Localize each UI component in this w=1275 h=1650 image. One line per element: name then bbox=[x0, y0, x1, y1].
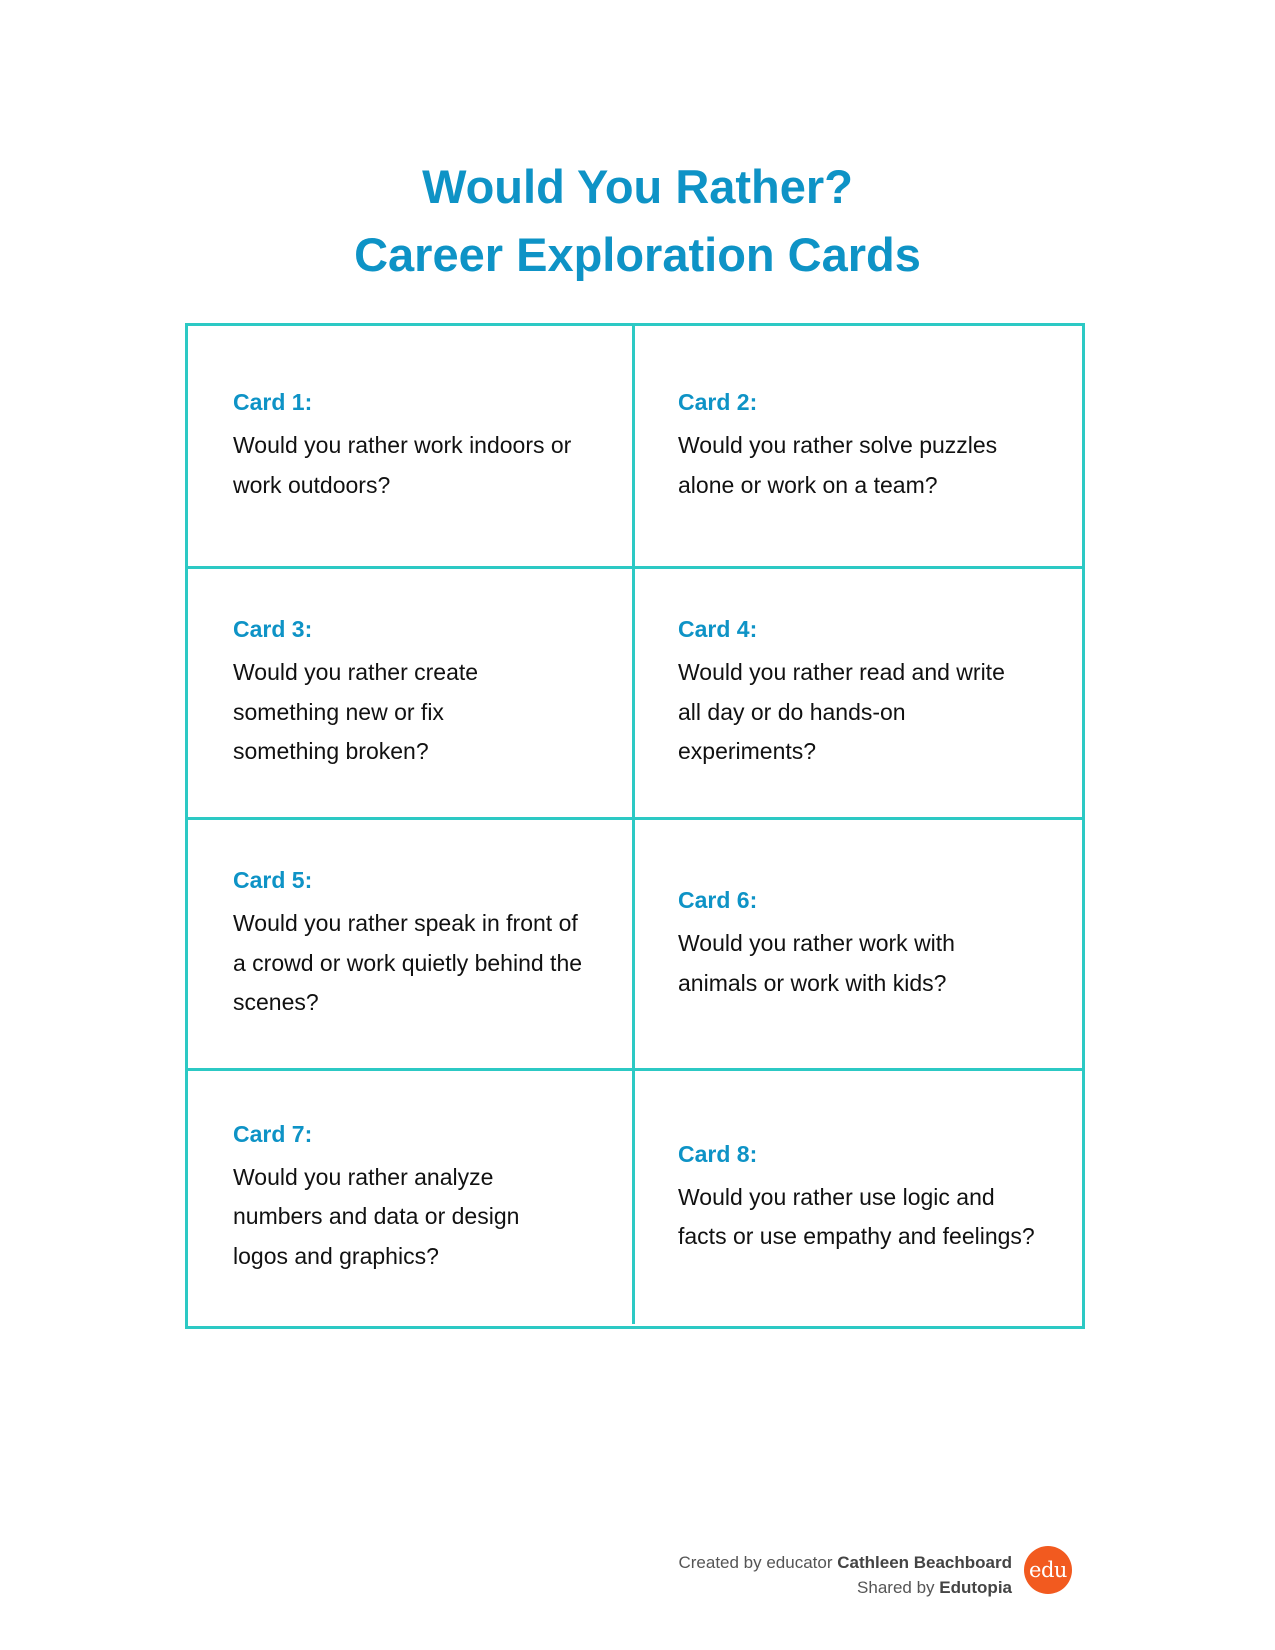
cards-grid bbox=[185, 323, 1085, 1329]
card-question: Would you rather create something new or fix something broken? bbox=[233, 659, 479, 765]
card-question: Would you rather speak in front of a crowd or work quietly behind the scenes? bbox=[233, 910, 583, 1016]
card-question: Would you rather read and write all day or do hands-on experiments? bbox=[678, 659, 1005, 765]
shared-credit bbox=[678, 1575, 1012, 1600]
card-question: Would you rather work with animals or work with kids? bbox=[678, 930, 955, 996]
card-label: Card 1: bbox=[233, 389, 313, 415]
card-question: Would you rather work indoors or work outdoors? bbox=[233, 432, 572, 498]
card-1 bbox=[188, 326, 635, 569]
creator-credit bbox=[678, 1550, 1012, 1575]
card-label: Card 8: bbox=[678, 1140, 758, 1167]
page-title-line1: Would You Rather? bbox=[422, 160, 853, 213]
card-question: Would you rather analyze numbers and data or design logos and graphics? bbox=[233, 1163, 520, 1269]
card-7 bbox=[188, 1071, 635, 1324]
card-label: Card 6: bbox=[678, 887, 758, 913]
shared-prefix: Shared by bbox=[857, 1578, 940, 1597]
card-label: Card 5: bbox=[233, 867, 313, 894]
card-question: Would you rather solve puzzles alone or work on a team? bbox=[678, 432, 998, 498]
card-8 bbox=[635, 1071, 1082, 1324]
card-label: Card 2: bbox=[678, 389, 758, 415]
card-question: Would you rather use logic and facts or use empathy and feelings? bbox=[678, 1183, 1035, 1249]
publisher-name: Edutopia bbox=[939, 1578, 1012, 1597]
card-2 bbox=[635, 326, 1082, 569]
card-4 bbox=[635, 569, 1082, 820]
page-title-line2: Career Exploration Cards bbox=[354, 228, 921, 281]
author-name: Cathleen Beachboard bbox=[837, 1553, 1012, 1572]
card-5 bbox=[188, 820, 635, 1071]
creator-prefix: Created by educator bbox=[678, 1553, 838, 1572]
footer-credits bbox=[678, 1550, 1012, 1600]
card-label: Card 3: bbox=[233, 616, 313, 643]
edutopia-logo-icon: edu bbox=[1024, 1546, 1072, 1594]
card-3 bbox=[188, 569, 635, 820]
card-label: Card 7: bbox=[233, 1120, 313, 1147]
card-6 bbox=[635, 820, 1082, 1071]
card-label: Card 4: bbox=[678, 616, 758, 643]
